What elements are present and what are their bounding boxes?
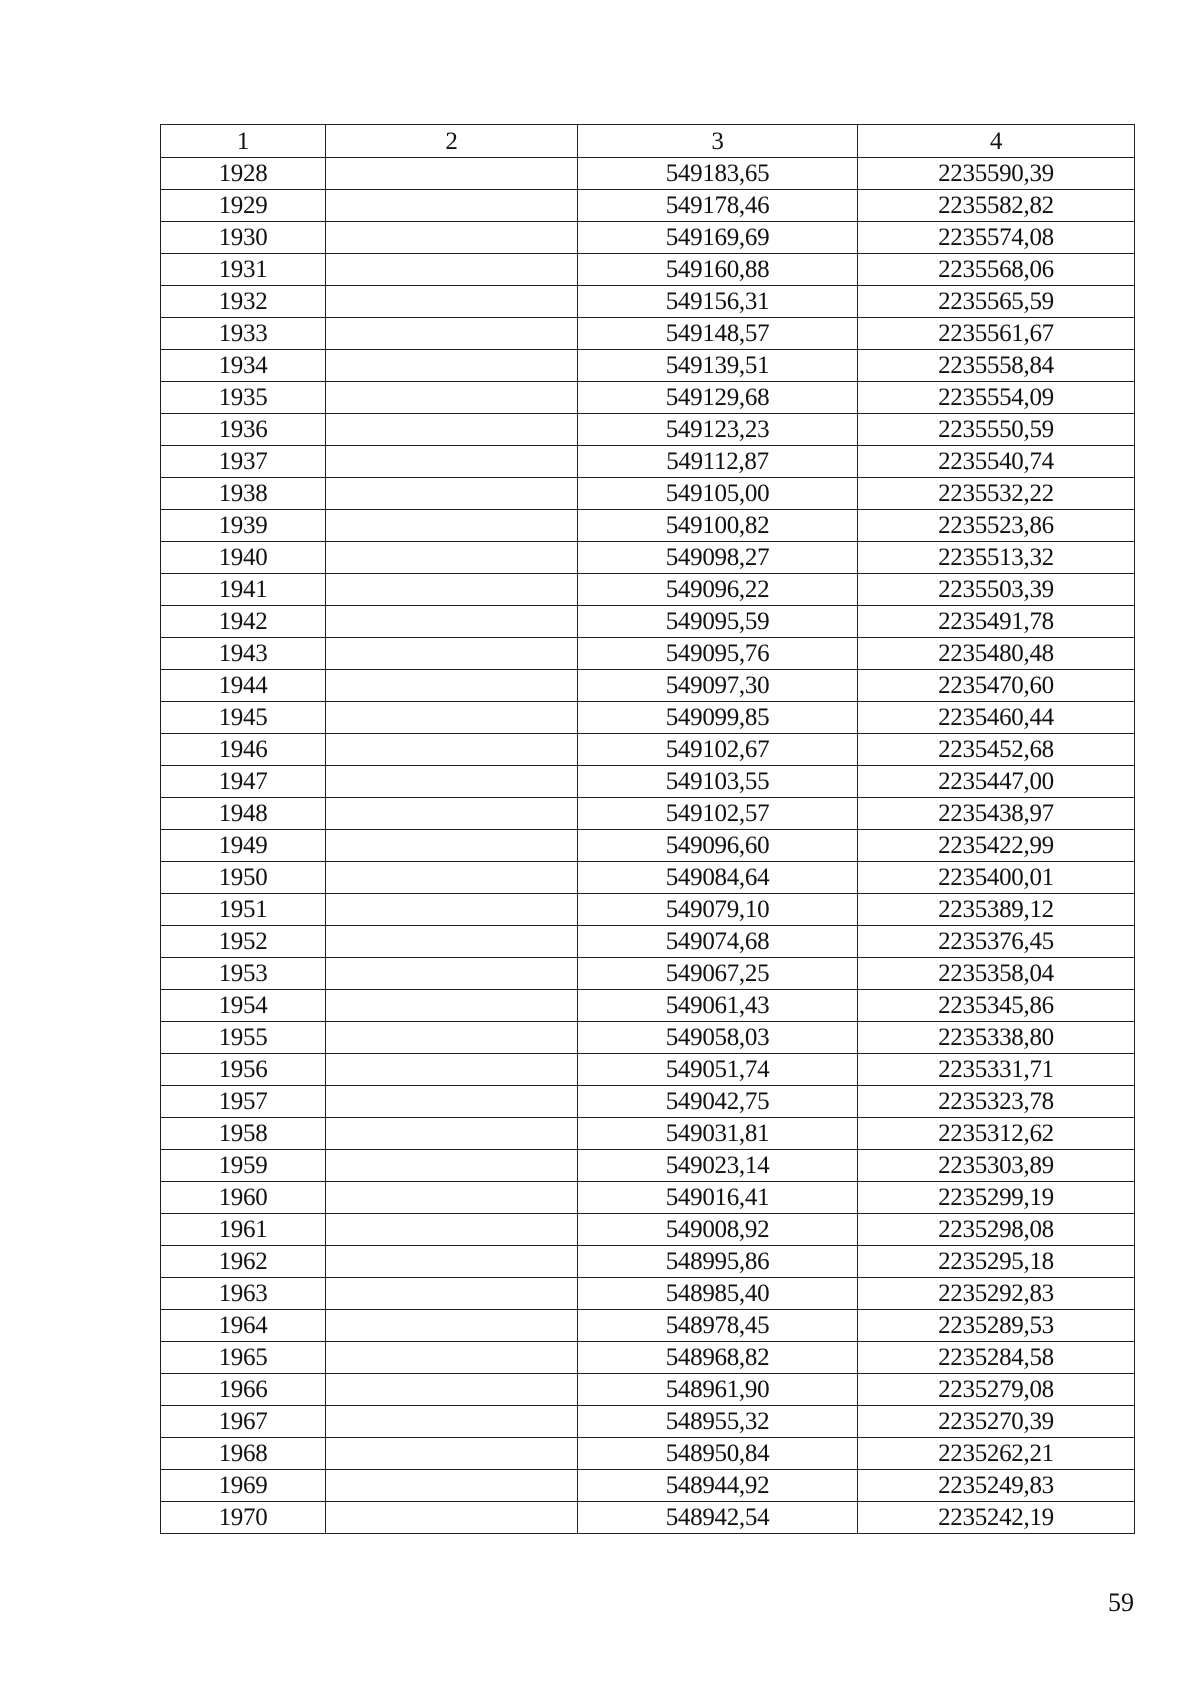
empty-cell <box>326 798 578 830</box>
point-number-cell: 1970 <box>161 1502 326 1534</box>
y-coordinate-cell: 2235582,82 <box>858 190 1135 222</box>
table-row <box>161 670 1135 702</box>
y-coordinate-cell: 2235323,78 <box>858 1086 1135 1118</box>
x-coordinate-cell: 548942,54 <box>578 1502 858 1534</box>
table-row <box>161 318 1135 350</box>
empty-cell <box>326 830 578 862</box>
table-row <box>161 574 1135 606</box>
point-number-cell: 1966 <box>161 1374 326 1406</box>
x-coordinate-cell: 548961,90 <box>578 1374 858 1406</box>
x-coordinate-cell: 549042,75 <box>578 1086 858 1118</box>
x-coordinate-cell: 549058,03 <box>578 1022 858 1054</box>
table-row <box>161 510 1135 542</box>
table-row <box>161 1022 1135 1054</box>
empty-cell <box>326 1150 578 1182</box>
x-coordinate-cell: 548968,82 <box>578 1342 858 1374</box>
x-coordinate-cell: 549112,87 <box>578 446 858 478</box>
table-row <box>161 894 1135 926</box>
column-header-3: 3 <box>578 125 858 158</box>
point-number-cell: 1930 <box>161 222 326 254</box>
y-coordinate-cell: 2235312,62 <box>858 1118 1135 1150</box>
empty-cell <box>326 1342 578 1374</box>
point-number-cell: 1938 <box>161 478 326 510</box>
y-coordinate-cell: 2235376,45 <box>858 926 1135 958</box>
table-row <box>161 542 1135 574</box>
x-coordinate-cell: 549102,57 <box>578 798 858 830</box>
table-row <box>161 926 1135 958</box>
point-number-cell: 1935 <box>161 382 326 414</box>
empty-cell <box>326 862 578 894</box>
x-coordinate-cell: 549103,55 <box>578 766 858 798</box>
table-row <box>161 990 1135 1022</box>
empty-cell <box>326 1438 578 1470</box>
x-coordinate-cell: 549074,68 <box>578 926 858 958</box>
table-row <box>161 190 1135 222</box>
empty-cell <box>326 1182 578 1214</box>
empty-cell <box>326 894 578 926</box>
empty-cell <box>326 638 578 670</box>
point-number-cell: 1950 <box>161 862 326 894</box>
empty-cell <box>326 1118 578 1150</box>
y-coordinate-cell: 2235358,04 <box>858 958 1135 990</box>
x-coordinate-cell: 549023,14 <box>578 1150 858 1182</box>
x-coordinate-cell: 549051,74 <box>578 1054 858 1086</box>
y-coordinate-cell: 2235590,39 <box>858 158 1135 190</box>
table-row <box>161 830 1135 862</box>
x-coordinate-cell: 549148,57 <box>578 318 858 350</box>
empty-cell <box>326 222 578 254</box>
table-row <box>161 446 1135 478</box>
x-coordinate-cell: 549097,30 <box>578 670 858 702</box>
empty-cell <box>326 446 578 478</box>
y-coordinate-cell: 2235242,19 <box>858 1502 1135 1534</box>
point-number-cell: 1969 <box>161 1470 326 1502</box>
empty-cell <box>326 158 578 190</box>
empty-cell <box>326 1214 578 1246</box>
x-coordinate-cell: 549061,43 <box>578 990 858 1022</box>
empty-cell <box>326 286 578 318</box>
empty-cell <box>326 190 578 222</box>
table-row <box>161 606 1135 638</box>
x-coordinate-cell: 548995,86 <box>578 1246 858 1278</box>
point-number-cell: 1953 <box>161 958 326 990</box>
empty-cell <box>326 1406 578 1438</box>
table-row <box>161 478 1135 510</box>
empty-cell <box>326 542 578 574</box>
point-number-cell: 1941 <box>161 574 326 606</box>
x-coordinate-cell: 549067,25 <box>578 958 858 990</box>
empty-cell <box>326 350 578 382</box>
y-coordinate-cell: 2235422,99 <box>858 830 1135 862</box>
table-row <box>161 1342 1135 1374</box>
empty-cell <box>326 990 578 1022</box>
empty-cell <box>326 414 578 446</box>
point-number-cell: 1955 <box>161 1022 326 1054</box>
empty-cell <box>326 670 578 702</box>
point-number-cell: 1928 <box>161 158 326 190</box>
empty-cell <box>326 1086 578 1118</box>
y-coordinate-cell: 2235249,83 <box>858 1470 1135 1502</box>
point-number-cell: 1965 <box>161 1342 326 1374</box>
y-coordinate-cell: 2235550,59 <box>858 414 1135 446</box>
point-number-cell: 1933 <box>161 318 326 350</box>
x-coordinate-cell: 548950,84 <box>578 1438 858 1470</box>
table-row <box>161 1470 1135 1502</box>
column-header-4: 4 <box>858 125 1135 158</box>
y-coordinate-cell: 2235558,84 <box>858 350 1135 382</box>
empty-cell <box>326 766 578 798</box>
y-coordinate-cell: 2235523,86 <box>858 510 1135 542</box>
empty-cell <box>326 926 578 958</box>
point-number-cell: 1963 <box>161 1278 326 1310</box>
empty-cell <box>326 958 578 990</box>
empty-cell <box>326 1310 578 1342</box>
point-number-cell: 1968 <box>161 1438 326 1470</box>
x-coordinate-cell: 549100,82 <box>578 510 858 542</box>
x-coordinate-cell: 549105,00 <box>578 478 858 510</box>
y-coordinate-cell: 2235284,58 <box>858 1342 1135 1374</box>
y-coordinate-cell: 2235561,67 <box>858 318 1135 350</box>
table-row <box>161 958 1135 990</box>
point-number-cell: 1967 <box>161 1406 326 1438</box>
y-coordinate-cell: 2235345,86 <box>858 990 1135 1022</box>
y-coordinate-cell: 2235568,06 <box>858 254 1135 286</box>
page-number: 59 <box>1108 1588 1134 1617</box>
empty-cell <box>326 1470 578 1502</box>
empty-cell <box>326 382 578 414</box>
table-row <box>161 1182 1135 1214</box>
y-coordinate-cell: 2235338,80 <box>858 1022 1135 1054</box>
x-coordinate-cell: 548978,45 <box>578 1310 858 1342</box>
empty-cell <box>326 478 578 510</box>
y-coordinate-cell: 2235452,68 <box>858 734 1135 766</box>
table-row <box>161 1246 1135 1278</box>
y-coordinate-cell: 2235540,74 <box>858 446 1135 478</box>
table-row <box>161 254 1135 286</box>
point-number-cell: 1945 <box>161 702 326 734</box>
table-row <box>161 702 1135 734</box>
point-number-cell: 1957 <box>161 1086 326 1118</box>
x-coordinate-cell: 549095,76 <box>578 638 858 670</box>
y-coordinate-cell: 2235303,89 <box>858 1150 1135 1182</box>
x-coordinate-cell: 549096,22 <box>578 574 858 606</box>
column-header-2: 2 <box>326 125 578 158</box>
table-row <box>161 1278 1135 1310</box>
y-coordinate-cell: 2235400,01 <box>858 862 1135 894</box>
x-coordinate-cell: 549102,67 <box>578 734 858 766</box>
y-coordinate-cell: 2235389,12 <box>858 894 1135 926</box>
point-number-cell: 1946 <box>161 734 326 766</box>
x-coordinate-cell: 549079,10 <box>578 894 858 926</box>
point-number-cell: 1964 <box>161 1310 326 1342</box>
table-row <box>161 766 1135 798</box>
empty-cell <box>326 702 578 734</box>
y-coordinate-cell: 2235503,39 <box>858 574 1135 606</box>
table-header-row <box>161 125 1135 158</box>
point-number-cell: 1934 <box>161 350 326 382</box>
y-coordinate-cell: 2235491,78 <box>858 606 1135 638</box>
y-coordinate-cell: 2235470,60 <box>858 670 1135 702</box>
point-number-cell: 1949 <box>161 830 326 862</box>
x-coordinate-cell: 549031,81 <box>578 1118 858 1150</box>
x-coordinate-cell: 548955,32 <box>578 1406 858 1438</box>
y-coordinate-cell: 2235270,39 <box>858 1406 1135 1438</box>
y-coordinate-cell: 2235279,08 <box>858 1374 1135 1406</box>
x-coordinate-cell: 549183,65 <box>578 158 858 190</box>
y-coordinate-cell: 2235292,83 <box>858 1278 1135 1310</box>
empty-cell <box>326 318 578 350</box>
x-coordinate-cell: 549095,59 <box>578 606 858 638</box>
y-coordinate-cell: 2235554,09 <box>858 382 1135 414</box>
point-number-cell: 1947 <box>161 766 326 798</box>
point-number-cell: 1940 <box>161 542 326 574</box>
table-row <box>161 1406 1135 1438</box>
x-coordinate-cell: 549129,68 <box>578 382 858 414</box>
point-number-cell: 1943 <box>161 638 326 670</box>
table-row <box>161 1086 1135 1118</box>
y-coordinate-cell: 2235438,97 <box>858 798 1135 830</box>
empty-cell <box>326 1246 578 1278</box>
empty-cell <box>326 1374 578 1406</box>
empty-cell <box>326 254 578 286</box>
table-row <box>161 1214 1135 1246</box>
x-coordinate-cell: 549098,27 <box>578 542 858 574</box>
x-coordinate-cell: 549096,60 <box>578 830 858 862</box>
x-coordinate-cell: 549169,69 <box>578 222 858 254</box>
point-number-cell: 1936 <box>161 414 326 446</box>
table-row <box>161 798 1135 830</box>
y-coordinate-cell: 2235574,08 <box>858 222 1135 254</box>
x-coordinate-cell: 549099,85 <box>578 702 858 734</box>
table-row <box>161 1118 1135 1150</box>
table-row <box>161 1150 1135 1182</box>
y-coordinate-cell: 2235299,19 <box>858 1182 1135 1214</box>
y-coordinate-cell: 2235565,59 <box>858 286 1135 318</box>
table-row <box>161 414 1135 446</box>
point-number-cell: 1961 <box>161 1214 326 1246</box>
point-number-cell: 1958 <box>161 1118 326 1150</box>
empty-cell <box>326 1278 578 1310</box>
empty-cell <box>326 606 578 638</box>
point-number-cell: 1944 <box>161 670 326 702</box>
point-number-cell: 1939 <box>161 510 326 542</box>
table-row <box>161 286 1135 318</box>
point-number-cell: 1929 <box>161 190 326 222</box>
point-number-cell: 1959 <box>161 1150 326 1182</box>
empty-cell <box>326 1022 578 1054</box>
empty-cell <box>326 1502 578 1534</box>
empty-cell <box>326 1054 578 1086</box>
table-row <box>161 1054 1135 1086</box>
point-number-cell: 1951 <box>161 894 326 926</box>
x-coordinate-cell: 548944,92 <box>578 1470 858 1502</box>
x-coordinate-cell: 549123,23 <box>578 414 858 446</box>
point-number-cell: 1931 <box>161 254 326 286</box>
y-coordinate-cell: 2235532,22 <box>858 478 1135 510</box>
empty-cell <box>326 510 578 542</box>
point-number-cell: 1948 <box>161 798 326 830</box>
y-coordinate-cell: 2235447,00 <box>858 766 1135 798</box>
y-coordinate-cell: 2235295,18 <box>858 1246 1135 1278</box>
x-coordinate-cell: 548985,40 <box>578 1278 858 1310</box>
y-coordinate-cell: 2235262,21 <box>858 1438 1135 1470</box>
x-coordinate-cell: 549160,88 <box>578 254 858 286</box>
point-number-cell: 1952 <box>161 926 326 958</box>
x-coordinate-cell: 549016,41 <box>578 1182 858 1214</box>
point-number-cell: 1942 <box>161 606 326 638</box>
table-row <box>161 158 1135 190</box>
table-row <box>161 1438 1135 1470</box>
table-row <box>161 1310 1135 1342</box>
y-coordinate-cell: 2235289,53 <box>858 1310 1135 1342</box>
point-number-cell: 1962 <box>161 1246 326 1278</box>
point-number-cell: 1960 <box>161 1182 326 1214</box>
y-coordinate-cell: 2235460,44 <box>858 702 1135 734</box>
table-body <box>161 158 1135 1534</box>
point-number-cell: 1932 <box>161 286 326 318</box>
table-row <box>161 1502 1135 1534</box>
x-coordinate-cell: 549084,64 <box>578 862 858 894</box>
empty-cell <box>326 574 578 606</box>
point-number-cell: 1954 <box>161 990 326 1022</box>
y-coordinate-cell: 2235513,32 <box>858 542 1135 574</box>
coordinates-table-container <box>160 124 1134 1534</box>
point-number-cell: 1937 <box>161 446 326 478</box>
table-row <box>161 382 1135 414</box>
table-row <box>161 350 1135 382</box>
x-coordinate-cell: 549178,46 <box>578 190 858 222</box>
table-row <box>161 638 1135 670</box>
x-coordinate-cell: 549156,31 <box>578 286 858 318</box>
empty-cell <box>326 734 578 766</box>
x-coordinate-cell: 549008,92 <box>578 1214 858 1246</box>
table-row <box>161 1374 1135 1406</box>
column-header-1: 1 <box>161 125 326 158</box>
y-coordinate-cell: 2235298,08 <box>858 1214 1135 1246</box>
table-row <box>161 222 1135 254</box>
table-row <box>161 734 1135 766</box>
point-number-cell: 1956 <box>161 1054 326 1086</box>
table-row <box>161 862 1135 894</box>
y-coordinate-cell: 2235480,48 <box>858 638 1135 670</box>
y-coordinate-cell: 2235331,71 <box>858 1054 1135 1086</box>
coordinates-table <box>160 124 1135 1534</box>
x-coordinate-cell: 549139,51 <box>578 350 858 382</box>
